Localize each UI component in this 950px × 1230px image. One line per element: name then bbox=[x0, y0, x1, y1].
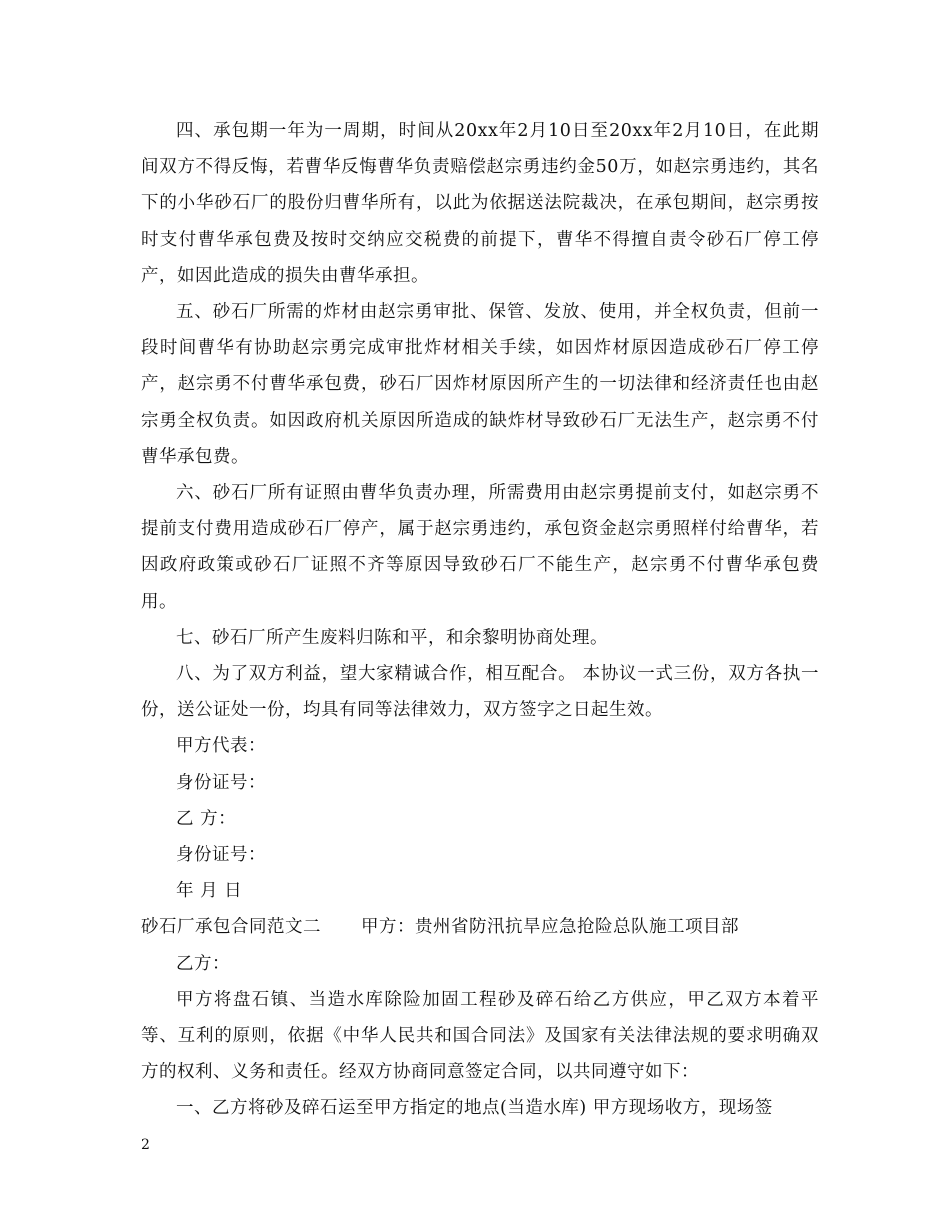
document-body bbox=[141, 113, 819, 1127]
section-heading bbox=[141, 909, 819, 945]
clause-one: 一、乙方将砂及碎石运至甲方指定的地点(当造水库) 甲方现场收方，现场签 bbox=[176, 1098, 773, 1119]
clause-five: 五、砂石厂所需的炸材由赵宗勇审批、保管、发放、使用，并全权负责，但前一段时间曹华有协助赵宗勇完成审批炸材相关手续，如因炸材原因造成砂石厂停工停产，赵宗勇不付曹华承包费，砂石厂因炸材原因所产生的一切法律和经济责任也由赵宗勇全权负责。如因政府机关原因所造成的缺炸材导致砂石厂无法生产，赵宗勇不付曹华承包费。 bbox=[141, 302, 819, 467]
section-title: 砂石厂承包合同范文二 bbox=[141, 917, 321, 938]
party-a-id-line: 身份证号： bbox=[176, 772, 266, 793]
party-b-id-line: 身份证号： bbox=[176, 845, 266, 866]
contract-preamble: 甲方将盘石镇、当造水库除险加固工程砂及碎石给乙方供应，甲乙双方本着平等、互利的原则，依据《中华人民共和国合同法》及国家有关法律法规的要求明确双方的权利、义务和责任。经双方协商同意签定合同，以共同遵守如下： bbox=[141, 989, 819, 1083]
clause-eight: 八、为了双方利益，望大家精诚合作，相互配合。 本协议一式三份，双方各执一份，送公证处一份，均具有同等法律效力，双方签字之日起生效。 bbox=[141, 664, 819, 721]
party-b-line: 乙 方： bbox=[176, 808, 237, 829]
heading-party-a: 甲方：贵州省防汛抗旱应急抢险总队施工项目部 bbox=[361, 917, 739, 938]
date-line: 年 月 日 bbox=[176, 881, 243, 902]
clause-four: 四、承包期一年为一周期，时间从20xx年2月10日至20xx年2月10日，在此期间双方不得反悔，若曹华反悔曹华负责赔偿赵宗勇违约金50万，如赵宗勇违约，其名下的小华砂石厂的股份归曹华所有，以此为依据送法院裁决，在承包期间，赵宗勇按时支付曹华承包费及按时交纳应交税费的前提下，曹华不得擅自责令砂石厂停工停产，如因此造成的损失由曹华承担。 bbox=[141, 121, 819, 286]
clause-seven: 七、砂石厂所产生废料归陈和平，和余黎明协商处理。 bbox=[176, 627, 608, 648]
party-a-representative-line: 甲方代表： bbox=[176, 736, 266, 757]
party-b-label: 乙方： bbox=[176, 953, 230, 974]
page-number: 2 bbox=[141, 1137, 150, 1153]
clause-six: 六、砂石厂所有证照由曹华负责办理，所需费用由赵宗勇提前支付，如赵宗勇不提前支付费用造成砂石厂停产，属于赵宗勇违约，承包资金赵宗勇照样付给曹华，若因政府政策或砂石厂证照不齐等原因导致砂石厂不能生产，赵宗勇不付曹华承包费用。 bbox=[141, 483, 819, 612]
